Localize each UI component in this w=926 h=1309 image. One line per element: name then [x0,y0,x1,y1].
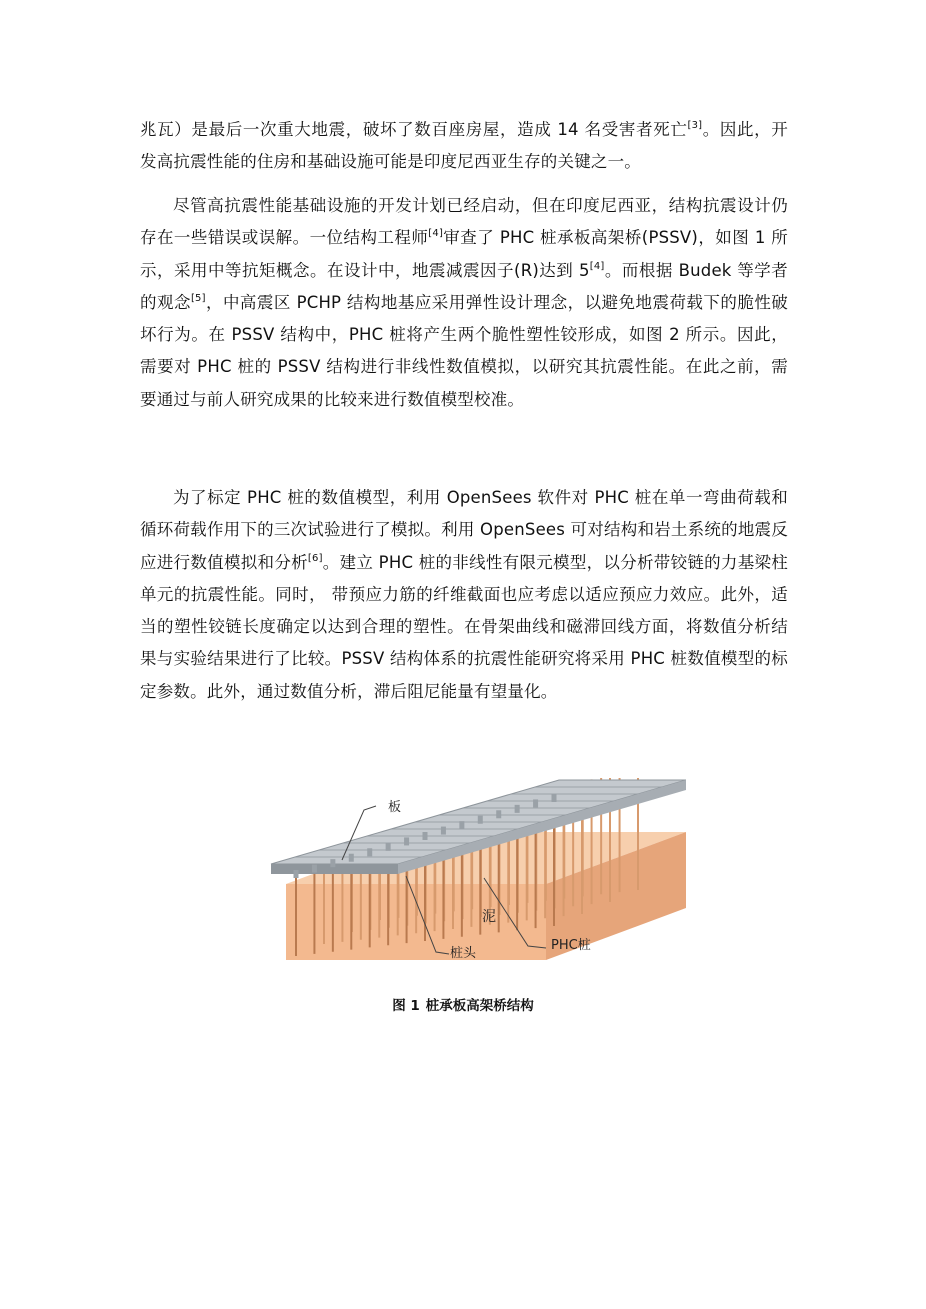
mud-label: 泥 [482,909,496,925]
pile-head [367,848,372,856]
paragraph-text: 尽管高抗震性能基础设施的开发计划已经启动，但在印度尼西亚，结构抗震设计仍存在一些错误或误解。一位结构工程师 [140,196,788,248]
pile-head [478,816,483,824]
paragraph-text: 兆瓦）是最后一次重大地震，破坏了数百座房屋，造成 14 名受害者死亡 [140,120,688,139]
paragraph-3 [140,482,788,708]
pile-head [386,843,391,851]
paragraph-text: 。而根据 Budek 等学者的观念 [140,260,789,312]
caption-title: 桩承板高架桥结构 [425,998,534,1014]
paragraph-1 [140,114,788,179]
citation-ref[interactable]: [4] [589,260,605,272]
pile-head [515,805,520,813]
pile-head [533,799,538,807]
caption-number: 图 1 [392,998,420,1014]
pile-head [552,794,557,802]
phc-pile-label: PHC桩 [551,938,591,953]
paragraph-2 [140,190,788,416]
pile-head-label: 桩头 [450,946,477,961]
paragraph-text: 为了标定 PHC 桩的数值模型，利用 OpenSees 软件对 PHC 桩在单一弯曲荷载和循环荷载作用下的三次试验进行了模拟。利用 OpenSees 可对结构和岩土系统的地震反应进行数值模拟和分析 [140,488,788,572]
pile-head [441,827,446,835]
figure-pile-slab-viaduct [266,778,686,978]
paragraph-text: 审查了 PHC 桩承板高架桥(PSSV)，如图 1 所示，采用中等抗矩概念。在设计中，地震减震因子(R)达到 5 [140,228,788,280]
pile-head [349,854,354,862]
pile-head [404,837,409,845]
pile-head [294,870,299,878]
paragraph-text: ，中高震区 PCHP 结构地基应采用弹性设计理念，以避免地震荷载下的脆性破坏行为。在 PSSV 结构中，PHC 桩将产生两个脆性塑性铰形成，如图 2 所示。因此，需要对 PHC 桩的 PSSV 结构进行非线性数值模拟，以研究其抗震性能。在此之前，需要通过与前人研究成果的比较来进行数值模型校准。 [140,292,789,409]
citation-ref[interactable]: [3] [687,120,703,131]
citation-ref[interactable]: [5] [190,292,206,304]
figure-caption [0,994,926,1014]
citation-ref[interactable]: [4] [428,228,444,240]
pile-head [459,821,464,829]
pile-head [312,865,317,873]
citation-ref[interactable]: [6] [307,552,323,564]
slab-label: 板 [388,800,402,815]
paragraph-text: 。建立 PHC 桩的非线性有限元模型，以分析带铰链的力基梁柱单元的抗震性能。同时， 带预应力筋的纤维截面也应考虑以适应预应力效应。此外，适当的塑性铰链长度确定以达到合理的塑性。在骨架曲线和磁滞回线方面，将数值分析结果与实验结果进行了比较。PSSV 结构体系的抗震性能研究将采用 PHC 桩数值模型的标定参数。此外，通过数值分析，滞后阻尼能量有望量化。 [140,552,789,701]
pile-head [496,810,501,818]
paragraph-text: 。因此，开发高抗震性能的住房和基础设施可能是印度尼西亚生存的关键之一。 [140,120,789,172]
pile-head [330,859,335,867]
pile-head [423,832,428,840]
